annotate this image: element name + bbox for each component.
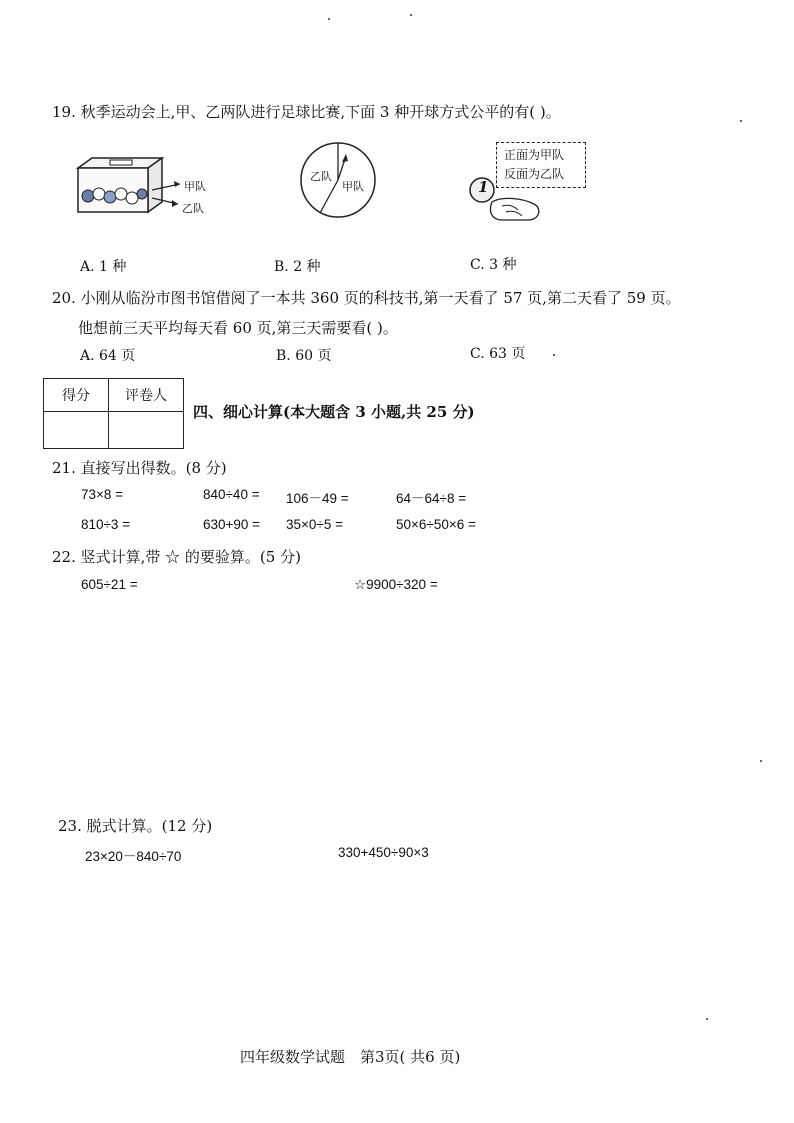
box-label-team-b: 乙队	[182, 202, 204, 215]
grader-label: 评卷人	[109, 379, 184, 412]
spinner-figure	[298, 140, 378, 220]
grader-cell	[109, 412, 184, 449]
q21-item: 630+90 =	[203, 517, 261, 532]
q19-option-b: B. 2 种	[274, 259, 321, 275]
q20-option-b: B. 60 页	[276, 348, 332, 364]
ball-box-figure	[72, 150, 262, 220]
scan-speck	[410, 14, 412, 16]
ball-box-icon	[72, 150, 262, 220]
coin-face-number: 1	[478, 178, 489, 196]
q23-item-1: 23×20－840÷70	[85, 849, 182, 864]
scan-speck	[740, 120, 742, 122]
q22-item-2: ☆9900÷320 =	[354, 577, 438, 592]
q21-item: 64－64÷8 =	[396, 491, 467, 506]
q20-line1: 20. 小刚从临汾市图书馆借阅了一本共 360 页的科技书,第一天看了 57 页,第二天看了 59 页。	[52, 289, 681, 307]
score-label: 得分	[44, 379, 109, 412]
q20-line2: 他想前三天平均每天看 60 页,第三天需要看( )。	[78, 319, 398, 337]
coin-figure	[462, 140, 592, 225]
coin-rule-line1: 正面为甲队	[504, 148, 565, 162]
q21-item: 810÷3 =	[81, 517, 131, 532]
scan-speck	[553, 354, 555, 356]
q21-item: 840÷40 =	[203, 487, 260, 502]
section4-title: 四、细心计算(本大题含 3 小题,共 25 分)	[193, 403, 475, 421]
box-label-team-a: 甲队	[184, 180, 206, 193]
coin-rule-line2: 反面为乙队	[504, 167, 565, 181]
spinner-label-team-b: 乙队	[310, 170, 332, 183]
q21-title: 21. 直接写出得数。(8 分)	[52, 459, 227, 477]
q19-question: 19. 秋季运动会上,甲、乙两队进行足球比赛,下面 3 种开球方式公平的有( )。	[52, 103, 561, 121]
q21-item: 73×8 =	[81, 487, 124, 502]
score-box	[43, 378, 184, 449]
q22-title: 22. 竖式计算,带 ☆ 的要验算。(5 分)	[52, 548, 301, 566]
q21-item: 50×6÷50×6 =	[396, 517, 476, 532]
scan-speck	[760, 760, 762, 762]
q21-item: 106－49 =	[286, 491, 349, 506]
score-cell	[44, 412, 109, 449]
q20-option-c: C. 63 页	[470, 346, 526, 362]
scan-speck	[328, 18, 330, 20]
q19-option-a: A. 1 种	[80, 259, 127, 275]
scan-speck	[706, 1018, 708, 1020]
page-footer: 四年级数学试题 第3页( 共6 页)	[240, 1048, 461, 1066]
q20-option-a: A. 64 页	[80, 348, 136, 364]
q23-item-2: 330+450÷90×3	[338, 845, 429, 860]
q22-item-1: 605÷21 =	[81, 577, 138, 592]
q21-item: 35×0÷5 =	[286, 517, 343, 532]
hand-coin-icon	[462, 176, 552, 224]
spinner-label-team-a: 甲队	[342, 180, 364, 193]
q19-option-c: C. 3 种	[470, 257, 517, 273]
q23-title: 23. 脱式计算。(12 分)	[58, 817, 213, 835]
